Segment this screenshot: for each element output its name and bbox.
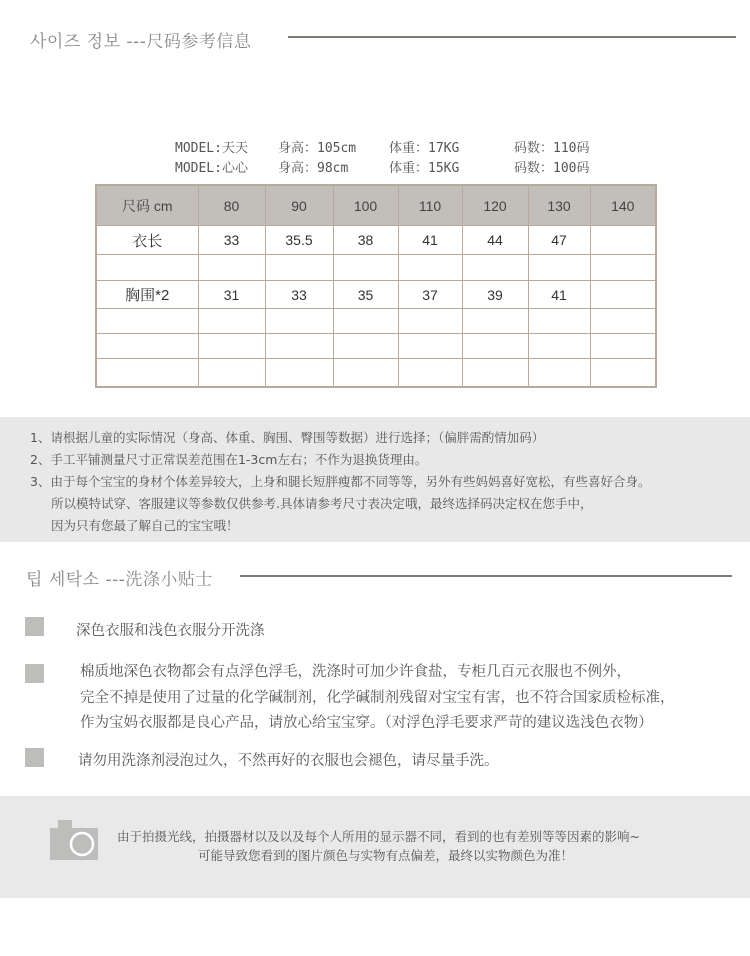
header-cell: 140	[590, 185, 656, 226]
header-cell: 100	[333, 185, 398, 226]
row-label	[96, 309, 198, 334]
row-label	[96, 255, 198, 281]
model-row	[175, 136, 614, 156]
table-row	[96, 255, 656, 281]
note-line: 所以模特试穿、客服建议等参数仅供参考.具体请参考尺寸表决定哦，最终选择码决定权在您手中，	[51, 496, 593, 511]
wash-tip: 作为宝妈衣服都是良心产品，请放心给宝宝穿。（对浮色浮毛要求严苛的建议选浅色衣物）	[80, 715, 653, 731]
table-cell	[590, 334, 656, 359]
table-cell	[333, 359, 398, 388]
table-cell	[398, 359, 462, 388]
wash-tip: 棉质地深色衣物都会有点浮色浮毛，洗涤时可加少许食盐，专柜几百元衣服也不例外，	[80, 664, 631, 680]
model-name: MODEL:天天	[175, 140, 248, 156]
wash-section-title: 팁 세탁소 ---洗涤小贴士	[26, 570, 213, 590]
note-line: 1、请根据儿童的实际情况（身高、体重、胸围、臀围等数据）进行选择；（偏胖需酌情加码）	[30, 430, 545, 445]
table-cell: 41	[398, 226, 462, 255]
table-cell	[528, 334, 590, 359]
model-size: 码数：110码	[514, 140, 590, 156]
table-cell	[333, 309, 398, 334]
table-cell	[398, 255, 462, 281]
note-line: 3、由于每个宝宝的身材个体差异较大，上身和腿长短胖瘦都不同等等，另外有些妈妈喜好宽松，有些喜好合身。	[30, 474, 651, 489]
size-section-divider	[288, 36, 736, 38]
table-cell	[265, 334, 333, 359]
table-cell: 39	[462, 281, 528, 309]
model-height: 身高：105cm	[278, 140, 357, 156]
size-table	[95, 184, 657, 388]
table-cell: 38	[333, 226, 398, 255]
wash-tip: 完全不掉是使用了过量的化学碱制剂，化学碱制剂残留对宝宝有害，也不符合国家质检标准，	[80, 690, 675, 706]
table-cell	[528, 255, 590, 281]
table-cell: 35	[333, 281, 398, 309]
row-label: 胸围*2	[96, 281, 198, 309]
size-table-header	[96, 185, 656, 226]
table-cell	[462, 255, 528, 281]
table-cell	[398, 309, 462, 334]
table-cell: 33	[198, 226, 265, 255]
model-height: 身高：98cm	[278, 160, 349, 176]
table-cell: 47	[528, 226, 590, 255]
size-notes	[0, 417, 750, 542]
row-label	[96, 359, 198, 388]
row-label: 衣长	[96, 226, 198, 255]
photo-disclaimer	[0, 796, 750, 898]
table-row	[96, 359, 656, 388]
table-cell: 31	[198, 281, 265, 309]
note-line: 因为只有您最了解自己的宝宝哦！	[51, 518, 239, 533]
table-cell	[198, 334, 265, 359]
note-line: 2、手工平铺测量尺寸正常误差范围在1-3cm左右；不作为退换货理由。	[30, 452, 428, 467]
camera-icon	[50, 818, 98, 860]
table-cell	[590, 309, 656, 334]
table-cell	[528, 309, 590, 334]
table-cell: 33	[265, 281, 333, 309]
table-cell	[462, 334, 528, 359]
table-cell	[590, 359, 656, 388]
bullet-square-icon	[25, 664, 44, 683]
header-cell: 尺码 cm	[96, 185, 198, 226]
model-name: MODEL:心心	[175, 160, 248, 176]
table-cell	[265, 255, 333, 281]
model-weight: 体重：17KG	[389, 140, 460, 156]
bullet-square-icon	[25, 748, 44, 767]
table-cell: 44	[462, 226, 528, 255]
table-cell	[333, 255, 398, 281]
table-cell	[590, 255, 656, 281]
header-cell: 130	[528, 185, 590, 226]
table-cell	[528, 359, 590, 388]
disclaimer-line-2: 可能导致您看到的图片颜色与实物有点偏差，最终以实物颜色为准！	[198, 848, 574, 863]
table-cell: 35.5	[265, 226, 333, 255]
table-cell: 37	[398, 281, 462, 309]
table-cell	[462, 309, 528, 334]
table-row	[96, 334, 656, 359]
table-cell	[265, 309, 333, 334]
wash-section-divider	[240, 575, 732, 577]
header-cell: 80	[198, 185, 265, 226]
table-row	[96, 226, 656, 255]
header-cell: 90	[265, 185, 333, 226]
model-weight: 体重：15KG	[389, 160, 460, 176]
table-cell: 41	[528, 281, 590, 309]
table-cell	[398, 334, 462, 359]
table-cell	[265, 359, 333, 388]
header-cell: 110	[398, 185, 462, 226]
size-section-title: 사이즈 정보 ---尺码参考信息	[30, 32, 252, 52]
model-info	[175, 136, 614, 176]
table-cell	[333, 334, 398, 359]
table-row	[96, 281, 656, 309]
table-cell	[590, 226, 656, 255]
table-cell	[198, 359, 265, 388]
table-cell	[198, 309, 265, 334]
wash-tip: 深色衣服和浅色衣服分开洗涤	[76, 623, 265, 639]
table-row	[96, 309, 656, 334]
header-cell: 120	[462, 185, 528, 226]
wash-tip: 请勿用洗涤剂浸泡过久，不然再好的衣服也会褪色，请尽量手洗。	[78, 753, 499, 769]
disclaimer-line-1: 由于拍摄光线，拍摄器材以及以及每个人所用的显示器不同，看到的也有差别等等因素的影响~	[117, 829, 640, 844]
table-cell	[198, 255, 265, 281]
model-row	[175, 156, 614, 176]
table-cell	[462, 359, 528, 388]
bullet-square-icon	[25, 617, 44, 636]
model-size: 码数：100码	[514, 160, 590, 176]
row-label	[96, 334, 198, 359]
table-cell	[590, 281, 656, 309]
